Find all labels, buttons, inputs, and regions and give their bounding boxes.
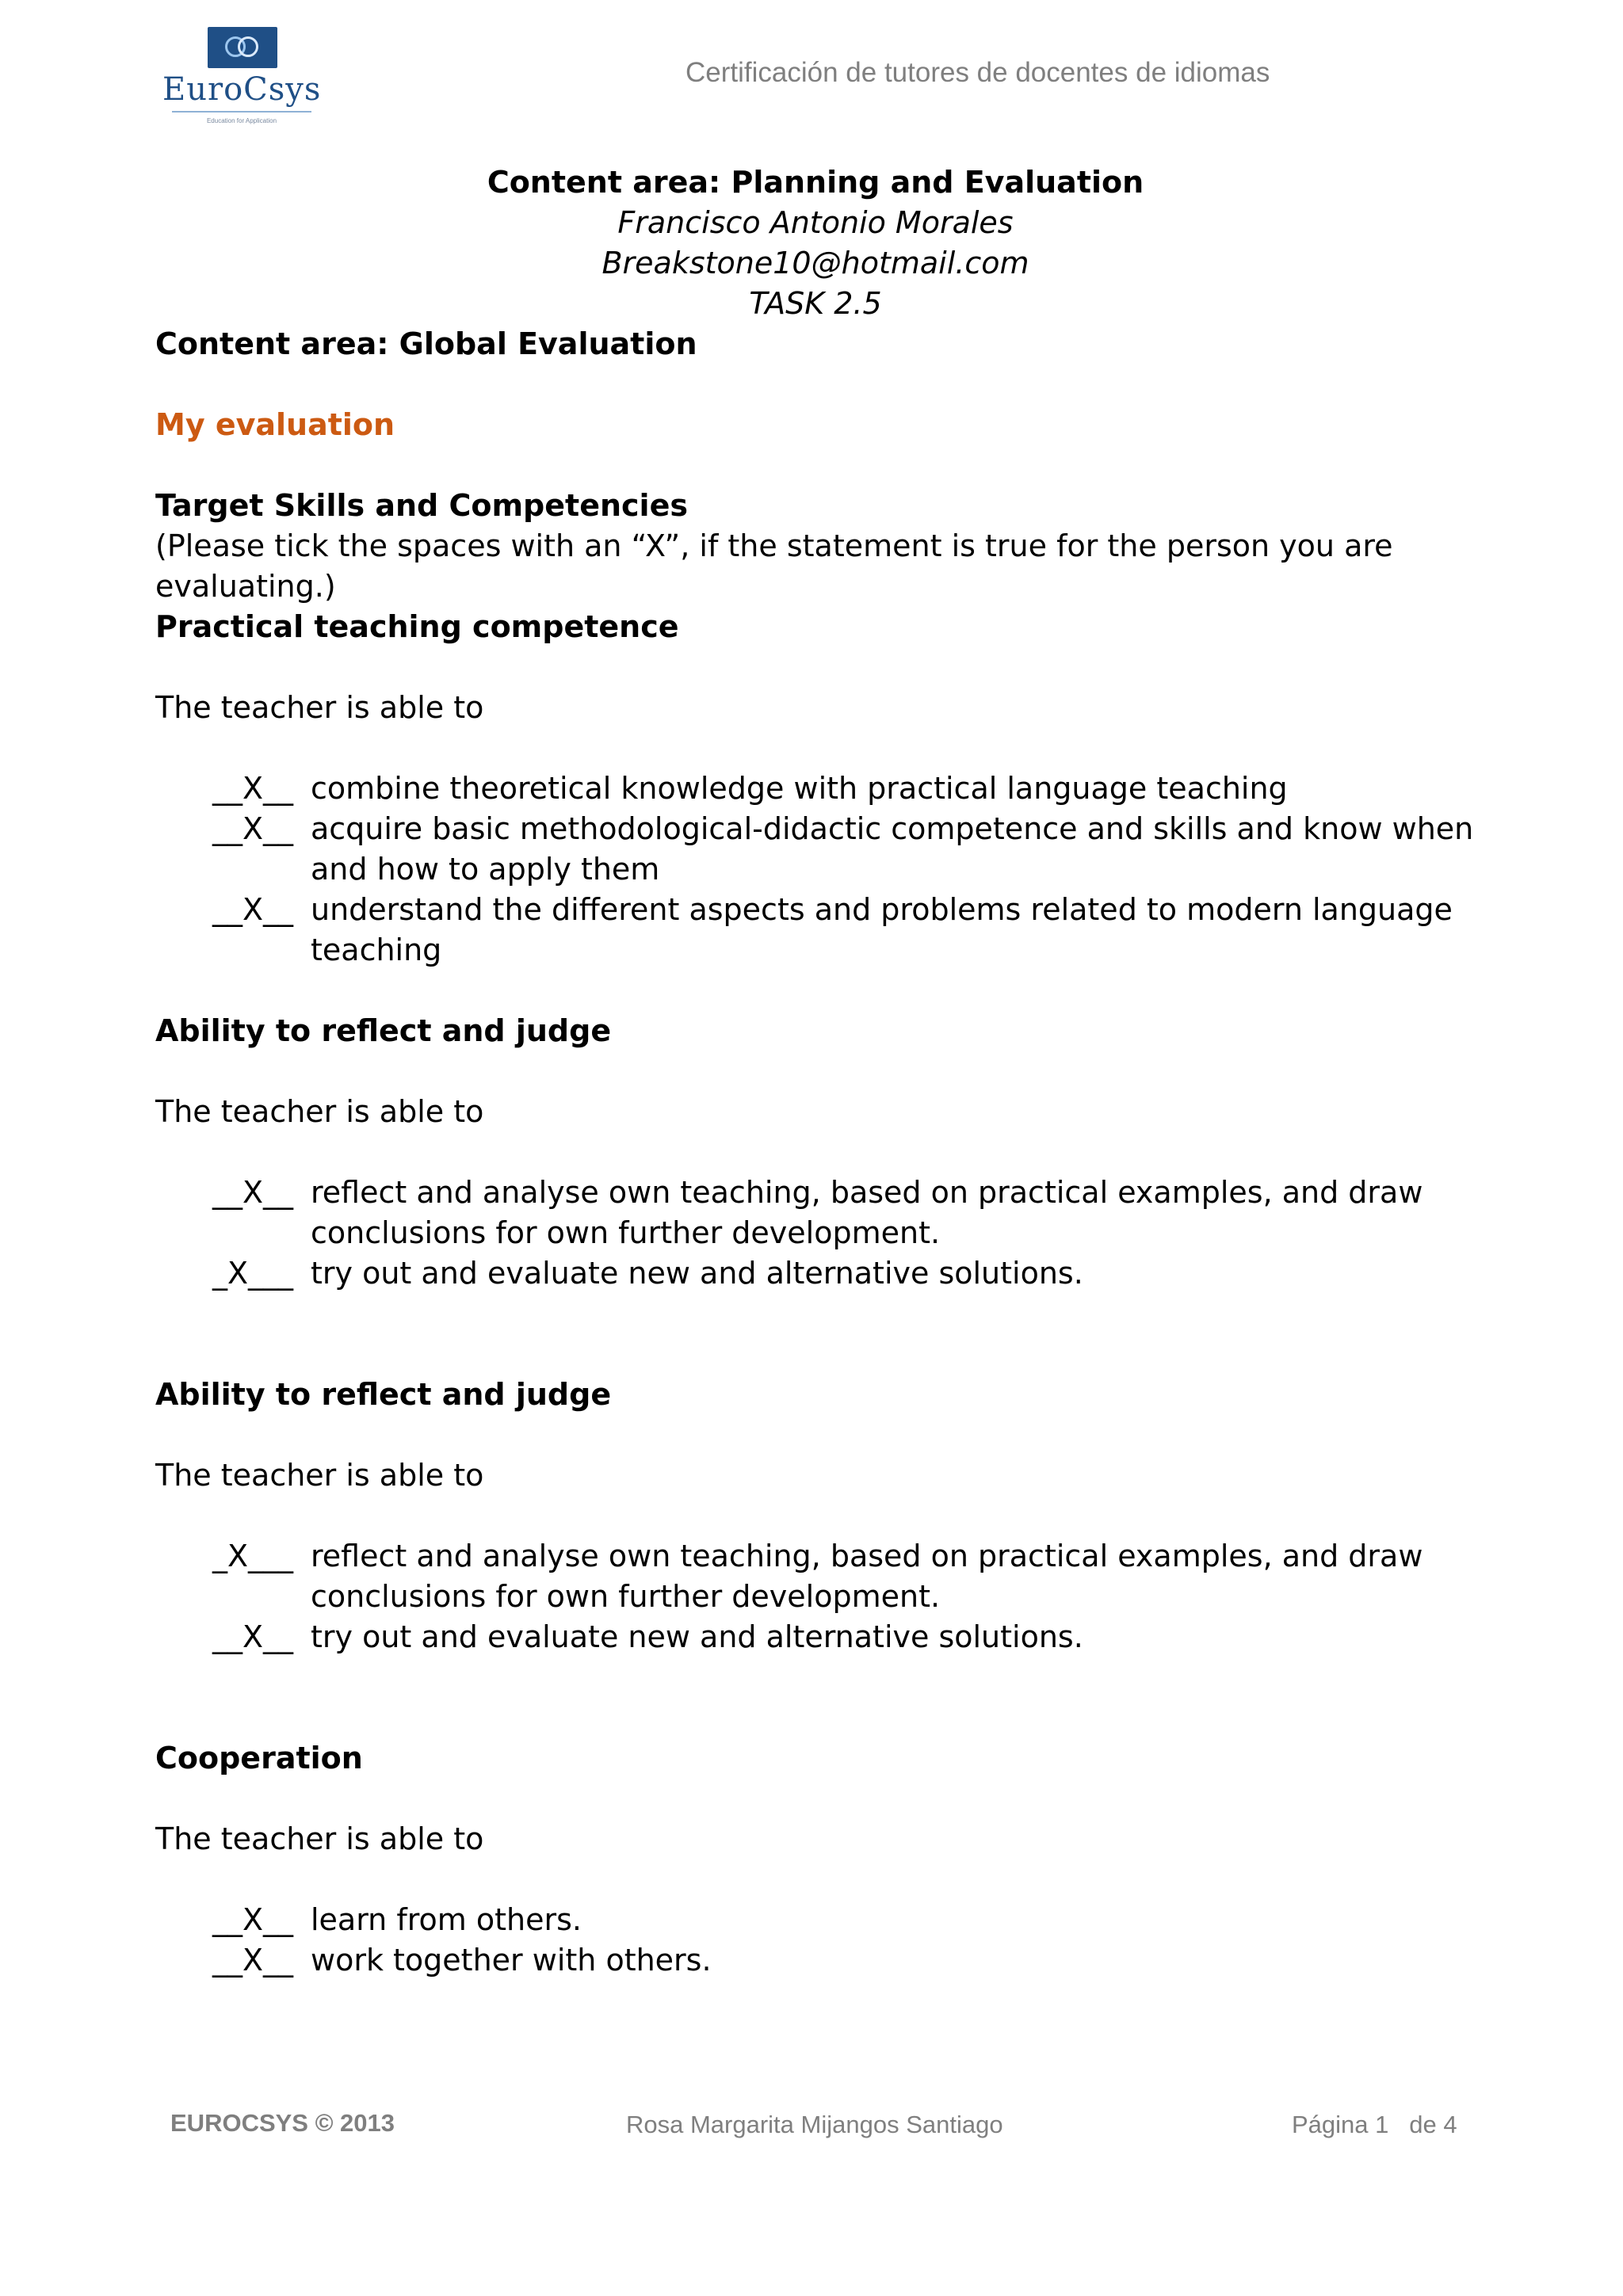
tick-mark: _X___ [212, 1539, 294, 1573]
item-text: try out and evaluate new and alternative solutions. [311, 1619, 1083, 1654]
footer-page-number: Página 1 de 4 [1292, 2111, 1457, 2138]
instructions-text: (Please tick the spaces with an “X”, if the statement is true for the person you are evaluating.) [155, 528, 1393, 604]
task-label: TASK 2.5 [749, 286, 882, 321]
content-area-global: Content area: Global Evaluation [155, 326, 697, 361]
content-area-main: Content area: Planning and Evaluation [487, 165, 1144, 200]
tick-mark: __X__ [212, 1943, 294, 1978]
tick-mark: __X__ [212, 771, 294, 806]
tick-mark: __X__ [212, 892, 294, 927]
logo-divider [172, 111, 311, 113]
item-text: understand the different aspects and problems related to modern language teaching [311, 892, 1453, 967]
section-heading: Cooperation [155, 1741, 363, 1775]
section-heading: Practical teaching competence [155, 609, 679, 644]
section-intro: The teacher is able to [155, 690, 484, 725]
tick-mark: __X__ [212, 811, 294, 846]
section-intro: The teacher is able to [155, 1821, 484, 1856]
section-heading: Ability to reflect and judge [155, 1377, 612, 1412]
eurocsys-logo [162, 22, 321, 125]
tick-mark: __X__ [212, 1619, 294, 1654]
logo-tagline: Education for Application [206, 117, 277, 124]
tick-mark: __X__ [212, 1902, 294, 1937]
tick-mark: _X___ [212, 1256, 294, 1291]
tick-mark: __X__ [212, 1175, 294, 1210]
header-title: Certificación de tutores de docentes de idiomas [685, 57, 1270, 88]
section-intro: The teacher is able to [155, 1094, 484, 1129]
footer-name: Rosa Margarita Mijangos Santiago [626, 2111, 1003, 2138]
logo-wordmark: EuroCsys [162, 71, 322, 108]
item-text: learn from others. [311, 1902, 582, 1937]
author-email: Breakstone10@hotmail.com [601, 246, 1029, 280]
item-text: try out and evaluate new and alternative solutions. [311, 1256, 1083, 1291]
item-text: reflect and analyse own teaching, based on practical examples, and draw conclusions for own further development. [311, 1175, 1423, 1250]
item-text: acquire basic methodological-didactic competence and skills and know when and how to apply them [311, 811, 1474, 887]
author-name: Francisco Antonio Morales [617, 205, 1014, 240]
item-text: reflect and analyse own teaching, based on practical examples, and draw conclusions for own further development. [311, 1539, 1423, 1614]
target-skills-heading: Target Skills and Competencies [155, 488, 688, 523]
item-text: combine theoretical knowledge with practical language teaching [311, 771, 1288, 806]
my-evaluation-heading: My evaluation [155, 407, 395, 442]
footer-copyright: EUROCSYS © 2013 [170, 2109, 395, 2137]
logo-emblem-icon [208, 27, 277, 68]
item-text: work together with others. [311, 1943, 712, 1978]
section-intro: The teacher is able to [155, 1458, 484, 1493]
section-heading: Ability to reflect and judge [155, 1013, 612, 1048]
